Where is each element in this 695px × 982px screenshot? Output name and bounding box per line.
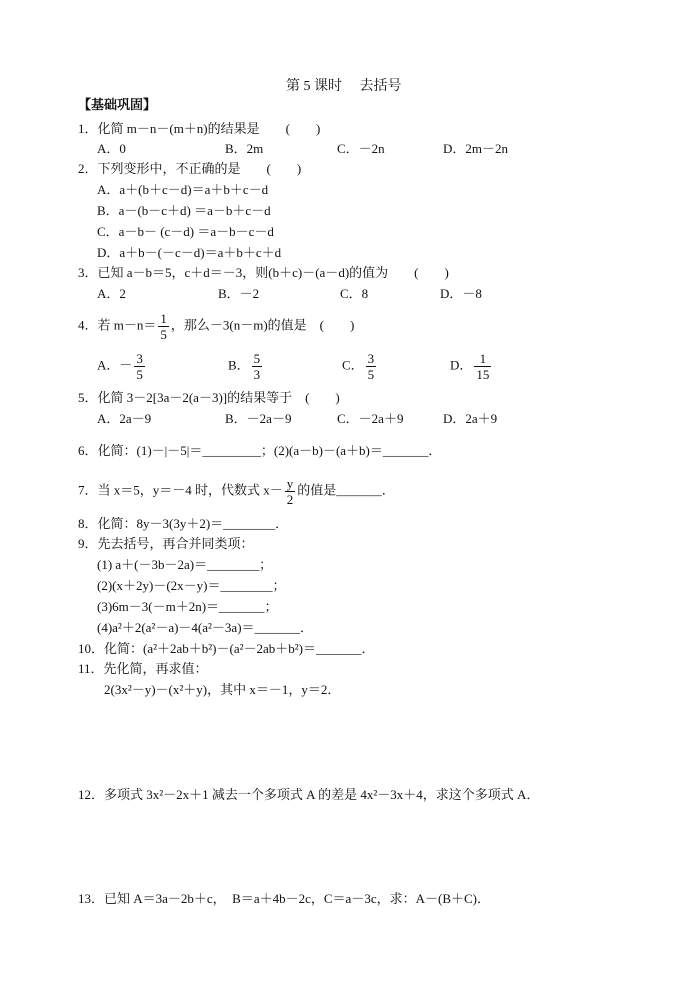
q5-option-d: D．2a＋9 bbox=[443, 411, 498, 426]
q3-option-c: C．8 bbox=[340, 286, 369, 301]
q8: 8．化简：8y－3(3y＋2)＝________． bbox=[78, 516, 289, 531]
q4-stem-post: ，那么－3(n－m)的值是 ( ) bbox=[170, 317, 355, 333]
q4-option-b-den: 3 bbox=[253, 367, 261, 382]
q4-stem-pre: 4．若 m－n＝ bbox=[78, 317, 157, 333]
q4-fraction-num: 1 bbox=[160, 311, 167, 326]
q2-option-a: A．a＋(b＋c－d)＝a＋b＋c－d bbox=[97, 182, 269, 197]
q4-option-d-fraction bbox=[474, 351, 491, 382]
q5-stem: 5．化简 3－2[3a－2(a－3)]的结果等于 ( ) bbox=[78, 390, 340, 405]
q4-option-d bbox=[450, 351, 493, 382]
q4-option-a-label: A．－ bbox=[97, 357, 133, 373]
q4-fraction-den: 5 bbox=[160, 327, 167, 342]
page-title: 第 5 课时 去括号 bbox=[286, 79, 402, 94]
q4-stem bbox=[78, 311, 354, 342]
q4-option-b bbox=[228, 351, 264, 382]
q5-option-b: B．－2a－9 bbox=[225, 411, 292, 426]
q4-option-c-num: 3 bbox=[367, 351, 375, 366]
q4-option-a-num: 3 bbox=[136, 351, 143, 366]
q4-option-d-den: 15 bbox=[476, 367, 490, 382]
q7-fraction-num: y bbox=[286, 476, 294, 491]
q1-option-b: B．2m bbox=[225, 141, 264, 156]
q10: 10．化简：(a²＋2ab＋b²)－(a²－2ab＋b²)＝_______． bbox=[78, 641, 375, 656]
q2-stem: 2．下列变形中，不正确的是 ( ) bbox=[78, 161, 302, 176]
q5-option-a: A．2a－9 bbox=[97, 411, 152, 426]
q6: 6．化简：(1)－|－5|＝_________；(2)(a－b)－(a＋b)＝_______． bbox=[78, 443, 442, 458]
q1-option-a: A．0 bbox=[97, 141, 126, 156]
q9-part-1: (1) a＋(－3b－2a)＝________； bbox=[97, 557, 273, 572]
q9-stem: 9．先去括号，再合并同类项： bbox=[78, 536, 254, 551]
q4-fraction bbox=[158, 311, 169, 342]
q5-option-c: C．－2a＋9 bbox=[337, 411, 404, 426]
q3-option-b: B．－2 bbox=[218, 286, 260, 301]
q2-option-c: C．a－b－ (c－d) ＝a－b－c－d bbox=[97, 224, 274, 239]
q4-option-a bbox=[97, 351, 147, 382]
q4-option-c bbox=[342, 351, 378, 382]
section-heading: 【基础巩固】 bbox=[78, 98, 157, 113]
q7-fraction-den: 2 bbox=[286, 492, 294, 507]
q4-option-b-num: 5 bbox=[253, 351, 261, 366]
q4-option-a-den: 5 bbox=[136, 367, 143, 382]
q1-option-d: D．2m－2n bbox=[443, 141, 509, 156]
q4-option-d-label: D． bbox=[450, 357, 473, 373]
q3-stem: 3．已知 a－b＝5，c＋d＝－3，则(b＋c)－(a－d)的值为 ( ) bbox=[78, 265, 449, 280]
q7-post: 的值是_______． bbox=[297, 482, 395, 498]
q7-pre: 7．当 x＝5，y＝－4 时，代数式 x－ bbox=[78, 482, 283, 498]
q2-option-d: D．a＋b－(－c－d)＝a＋b＋c＋d bbox=[97, 245, 282, 260]
q7-fraction bbox=[285, 476, 296, 507]
q9-part-3: (3)6m－3(－m＋2n)＝_______； bbox=[97, 599, 278, 614]
q7 bbox=[78, 476, 395, 507]
q4-option-c-den: 5 bbox=[367, 367, 375, 382]
q4-option-c-fraction bbox=[366, 351, 377, 382]
q4-option-b-label: B． bbox=[228, 357, 250, 373]
q13: 13．已知 A＝3a－2b＋c， B＝a＋4b－2c，C＝a－3c，求：A－(B＋C)． bbox=[78, 891, 490, 906]
q4-option-d-num: 1 bbox=[474, 351, 491, 367]
q3-option-d: D．－8 bbox=[440, 286, 482, 301]
q11-stem: 11．先化简，再求值： bbox=[78, 661, 208, 676]
q1-option-c: C．－2n bbox=[337, 141, 385, 156]
q4-option-a-fraction bbox=[134, 351, 145, 382]
q4-option-b-fraction bbox=[252, 351, 263, 382]
q1-stem: 1．化简 m－n－(m＋n)的结果是 ( ) bbox=[78, 121, 321, 136]
q9-part-2: (2)(x＋2y)－(2x－y)＝________； bbox=[97, 578, 286, 593]
q3-option-a: A．2 bbox=[97, 286, 126, 301]
q11-body: 2(3x²－y)－(x²＋y)，其中 x＝－1，y＝2． bbox=[104, 682, 341, 697]
q9-part-4: (4)a²＋2(a²－a)－4(a²－3a)＝_______． bbox=[97, 620, 314, 635]
q4-option-c-label: C． bbox=[342, 357, 364, 373]
q12: 12．多项式 3x²－2x＋1 减去一个多项式 A 的差是 4x²－3x＋4，求这个多项式 A． bbox=[78, 787, 540, 802]
q2-option-b: B．a－(b－c＋d) ＝a－b＋c－d bbox=[97, 203, 271, 218]
